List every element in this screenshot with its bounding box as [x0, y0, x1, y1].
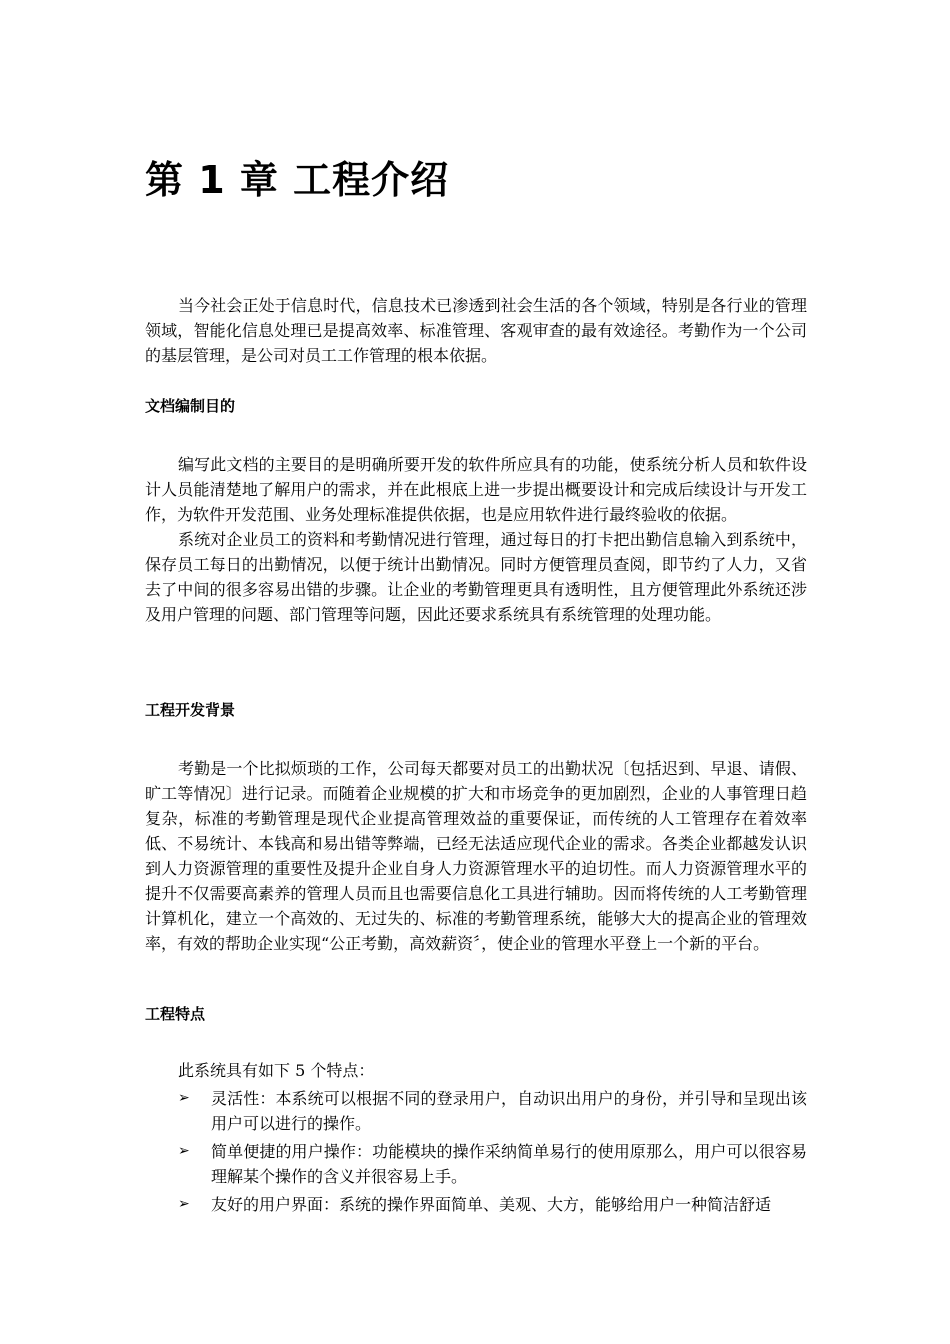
list-item	[145, 1086, 807, 1136]
list-item	[145, 1139, 807, 1189]
intro-block	[145, 293, 807, 368]
section-heading-features: 工程特点	[145, 1005, 206, 1023]
section-background-body	[145, 756, 807, 956]
features-intro: 此系统具有如下 5 个特点：	[178, 1061, 375, 1080]
section-features-body	[145, 1058, 807, 1220]
section-background-heading-block	[145, 699, 807, 721]
purpose-paragraph-2: 系统对企业员工的资料和考勤情况进行管理，通过每日的打卡把出勤信息输入到系统中，保存员工每日的出勤情况，以便于统计出勤情况。同时方便管理员查阅，即节约了人力，又省去了中间的很多容易出错的步骤。让企业的考勤管理更具有透明性，且方便管理此外系统还涉及用户管理的问题、部门管理等问题，因此还要求系统具有系统管理的处理功能。	[145, 530, 807, 624]
bullet-arrow-icon: ➢	[178, 1143, 190, 1159]
feature-text: 友好的用户界面：系统的操作界面简单、美观、大方，能够给用户一种简洁舒适	[211, 1195, 772, 1214]
bullet-arrow-icon: ➢	[178, 1090, 190, 1106]
section-heading-purpose: 文档编制目的	[145, 397, 236, 415]
list-item	[145, 1192, 807, 1217]
intro-paragraph: 当今社会正处于信息时代，信息技术已渗透到社会生活的各个领域，特别是各行业的管理领域，智能化信息处理已是提高效率、标准管理、客观审查的最有效途径。考勤作为一个公司的基层管理，是公司对员工工作管理的根本依据。	[145, 296, 807, 365]
section-purpose-body	[145, 452, 807, 627]
section-features-heading-block	[145, 1003, 807, 1025]
feature-text: 简单便捷的用户操作：功能模块的操作采纳简单易行的使用原那么，用户可以很容易理解某个操作的含义并很容易上手。	[211, 1142, 807, 1186]
features-list	[145, 1086, 807, 1217]
chapter-title: 第 1 章 工程介绍	[145, 158, 450, 202]
background-paragraph: 考勤是一个比拟烦琐的工作，公司每天都要对员工的出勤状况〔包括迟到、早退、请假、旷工等情况〕进行记录。而随着企业规模的扩大和市场竞争的更加剧烈，企业的人事管理日趋复杂，标准的考勤管理是现代企业提高管理效益的重要保证，而传统的人工管理存在着效率低、不易统计、本钱高和易出错等弊端，已经无法适应现代企业的需求。各类企业都越发认识到人力资源管理的重要性及提升企业自身人力资源管理水平的迫切性。而人力资源管理水平的提升不仅需要高素养的管理人员而且也需要信息化工具进行辅助。因而将传统的人工考勤管理计算机化，建立一个高效的、无过失的、标准的考勤管理系统，能够大大的提高企业的管理效率，有效的帮助企业实现“公正考勤，高效薪资〞，使企业的管理水平登上一个新的平台。	[145, 759, 807, 953]
section-purpose-heading-block	[145, 395, 807, 417]
bullet-arrow-icon: ➢	[178, 1196, 190, 1212]
purpose-paragraph-1: 编写此文档的主要目的是明确所要开发的软件所应具有的功能，使系统分析人员和软件设计人员能清楚地了解用户的需求，并在此根底上进一步提出概要设计和完成后续设计与开发工作，为软件开发范围、业务处理标准提供依据，也是应用软件进行最终验收的依据。	[145, 455, 807, 524]
section-heading-background: 工程开发背景	[145, 701, 236, 719]
feature-text: 灵活性：本系统可以根据不同的登录用户，自动识出用户的身份，并引导和呈现出该用户可以进行的操作。	[211, 1089, 807, 1133]
